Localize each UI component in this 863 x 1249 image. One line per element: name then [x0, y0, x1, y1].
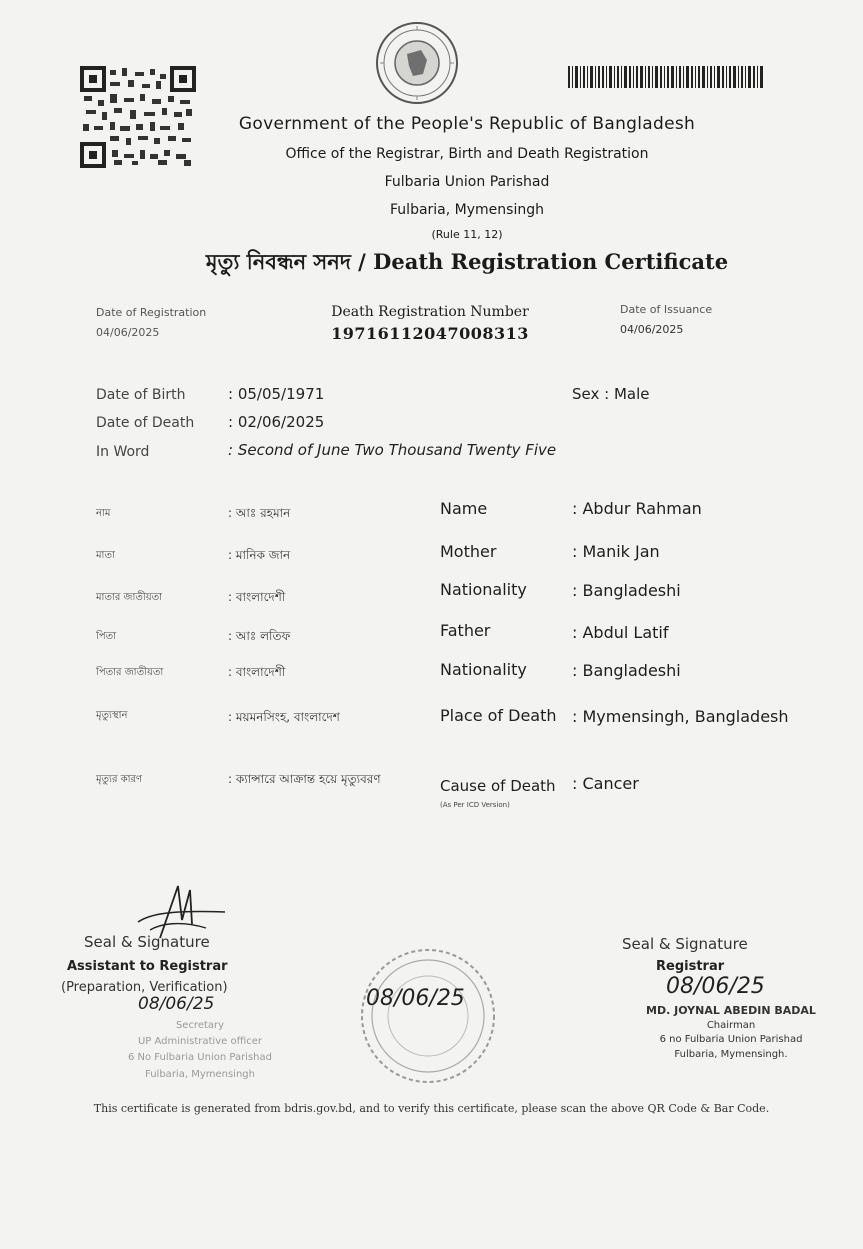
registrar-location: Fulbaria, Mymensingh. [674, 1049, 788, 1060]
in-word-value: : Second of June Two Thousand Twenty Five [228, 441, 557, 459]
issuance-date-label: Date of Issuance [620, 303, 713, 316]
header-rule: (Rule 11, 12) [431, 228, 503, 241]
field-bn-label: পিতার জাতীয়তা [96, 667, 164, 678]
field-en-label: Place of Death [440, 706, 557, 725]
left-seal-label: Seal & Signature [84, 933, 210, 951]
stamp-line: Fulbaria, Mymensingh [145, 1069, 255, 1080]
registrar-signed-date: 08/06/25 [666, 974, 765, 999]
stamp-line: 6 No Fulbaria Union Parishad [127, 1052, 272, 1063]
father-value: : Abdul Latif [572, 623, 669, 642]
registrar-office: 6 no Fulbaria Union Parishad [659, 1034, 803, 1045]
round-seal-icon [358, 946, 498, 1086]
stamp-line: UP Administrative officer [137, 1036, 263, 1047]
mother-value: : Manik Jan [572, 542, 660, 561]
certificate-title: মৃত্যু নিবন্ধন সনদ / Death Registration Certificate [205, 249, 729, 274]
sex-value: Sex : Male [572, 385, 650, 403]
field-bn-value: : আঃ রহমান [228, 506, 291, 520]
dod-value: : 02/06/2025 [228, 413, 325, 431]
header-location: Fulbaria, Mymensingh [390, 202, 544, 218]
field-bn-label: মৃত্যুর কারণ [96, 774, 143, 785]
assistant-signed-date: 08/06/25 [138, 994, 215, 1014]
registrar-designation: Chairman [706, 1020, 756, 1031]
father-nationality-value: : Bangladeshi [572, 661, 681, 680]
place-of-death-value: : Mymensingh, Bangladesh [572, 707, 789, 726]
registration-date-label: Date of Registration [96, 306, 207, 319]
dod-label: Date of Death [96, 415, 195, 431]
field-en-label: Name [440, 499, 488, 518]
cause-of-death-value: : Cancer [572, 774, 639, 793]
field-bn-label: মৃত্যুস্থান [96, 710, 128, 721]
field-en-label: Father [440, 621, 491, 640]
barcode [568, 66, 764, 88]
registration-date: 04/06/2025 [96, 326, 160, 339]
mother-nationality-value: : Bangladeshi [572, 581, 681, 600]
right-seal-label: Seal & Signature [622, 935, 748, 953]
field-en-label: Nationality [440, 660, 527, 679]
registrar-name: MD. JOYNAL ABEDIN BADAL [646, 1004, 816, 1017]
field-bn-label: পিতা [96, 631, 117, 642]
field-bn-value: : বাংলাদেশী [228, 665, 286, 679]
assistant-title: Assistant to Registrar [67, 959, 228, 974]
field-en-label: Mother [440, 542, 497, 561]
field-en-label: Cause of Death [440, 777, 556, 795]
field-bn-value: : আঃ লতিফ [228, 629, 291, 643]
field-bn-value: : ময়মনসিংহ, বাংলাদেশ [228, 710, 340, 724]
in-word-label: In Word [96, 444, 150, 460]
header-union: Fulbaria Union Parishad [384, 174, 550, 190]
field-bn-value: : মানিক জান [228, 548, 291, 562]
registration-number-label: Death Registration Number [331, 304, 529, 320]
field-bn-label: নাম [96, 508, 111, 519]
field-bn-label: মাতার জাতীয়তা [96, 592, 163, 603]
field-bn-value: : ক্যান্সারে আক্রান্ত হয়ে মৃত্যুবরণ [228, 772, 381, 786]
header-government: Government of the People's Republic of Bangladesh [238, 114, 696, 134]
assistant-subtitle: (Preparation, Verification) [61, 980, 228, 995]
cause-note: (As Per ICD Version) [440, 801, 510, 809]
field-en-label: Nationality [440, 580, 527, 599]
header-office: Office of the Registrar, Birth and Death Registration [285, 146, 649, 162]
field-bn-label: মাতা [96, 550, 115, 561]
issuance-date: 04/06/2025 [620, 323, 684, 336]
government-emblem-icon [371, 20, 463, 106]
dob-label: Date of Birth [96, 387, 186, 403]
dob-value: : 05/05/1971 [228, 385, 325, 403]
registration-number: 19716112047008313 [331, 324, 529, 343]
verification-note: This certificate is generated from bdris.gov.bd, and to verify this certificate, please scan the above QR Code & Bar Code. [93, 1102, 770, 1115]
assistant-signature [120, 880, 230, 940]
registrar-title: Registrar [656, 959, 725, 974]
seal-signed-date: 08/06/25 [366, 986, 465, 1011]
field-bn-value: : বাংলাদেশী [228, 590, 286, 604]
stamp-line: Secretary [175, 1020, 225, 1031]
name-value: : Abdur Rahman [572, 499, 702, 518]
